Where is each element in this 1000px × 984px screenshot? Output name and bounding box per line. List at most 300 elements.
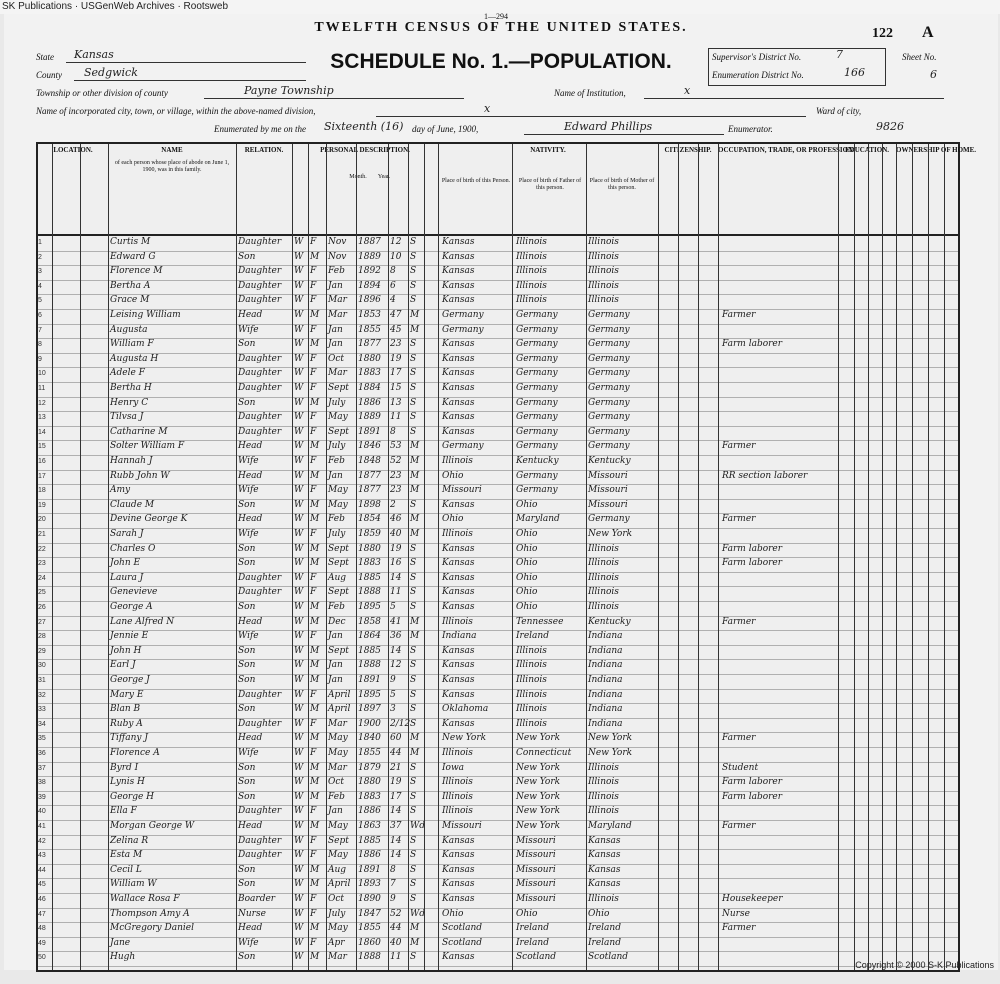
row-name: William F (110, 339, 154, 350)
row-s: F (310, 353, 317, 364)
row-bf: New York (516, 821, 561, 831)
row-bf: Germany (516, 353, 558, 364)
row-bm: Illinois (588, 791, 619, 802)
row-bp: Kansas (442, 383, 475, 393)
row-a: 44 (390, 923, 402, 934)
row-s: M (310, 864, 320, 875)
row-bf: Scotland (516, 952, 557, 963)
supervisor-label: Supervisor's District No. (712, 52, 802, 62)
row-n: 5 (38, 297, 42, 305)
row-y: 1853 (358, 310, 381, 320)
row-bf: Illinois (516, 237, 547, 247)
occupation-header: OCCUPATION, TRADE, OR PROFESSION (718, 146, 854, 154)
row-bf: Missouri (516, 850, 556, 861)
row-r: W (294, 908, 304, 919)
column-rule (108, 144, 109, 970)
row-name: Rubb John W (110, 470, 170, 481)
row-a: 44 (390, 748, 402, 758)
column-rule (52, 144, 53, 970)
row-bp: Illinois (442, 806, 473, 817)
row-a: 11 (390, 952, 402, 963)
row-m: Jan (328, 470, 343, 481)
row-occ: Farmer (722, 514, 756, 525)
row-rel: Wife (238, 748, 259, 758)
row-bf: Illinois (516, 660, 547, 671)
row-c: M (410, 937, 420, 948)
row-r: W (294, 324, 304, 335)
row-bm: Illinois (588, 558, 619, 569)
row-name: John H (110, 645, 142, 656)
row-name: Florence A (110, 748, 160, 758)
row-m: April (328, 689, 351, 700)
column-rule (698, 144, 699, 970)
column-rule (512, 144, 513, 970)
enumerator-label: Enumerator. (728, 124, 773, 134)
row-s: M (310, 514, 320, 525)
state-label: State (36, 52, 54, 62)
row-y: 1879 (358, 762, 381, 773)
row-a: 19 (390, 777, 402, 788)
row-n: 29 (38, 647, 46, 655)
schedule-title: SCHEDULE No. 1.—POPULATION. (330, 50, 672, 73)
row-s: F (310, 572, 317, 583)
enum-district-label: Enumeration District No. (712, 70, 804, 80)
row-m: May (328, 748, 348, 758)
row-c: M (410, 485, 420, 496)
row-occ (722, 702, 832, 717)
row-bp: Illinois (442, 529, 473, 539)
row-c: S (410, 237, 417, 247)
row-bf: Ohio (516, 499, 538, 510)
row-r: W (294, 295, 304, 306)
month-header: Month. (349, 174, 367, 180)
column-rule (308, 144, 309, 970)
row-y: 1880 (358, 353, 381, 364)
row-s: F (310, 426, 317, 437)
row-m: May (328, 485, 348, 496)
row-rel: Wife (238, 324, 259, 335)
row-bf: Illinois (516, 295, 547, 306)
row-bf: Germany (516, 368, 558, 379)
row-bp: Kansas (442, 397, 475, 408)
row-c: S (410, 353, 417, 364)
row-c: S (410, 280, 417, 291)
row-s: M (310, 441, 320, 452)
row-s: F (310, 718, 317, 729)
row-a: 14 (390, 645, 402, 656)
row-s: F (310, 237, 317, 247)
row-y: 1888 (358, 587, 381, 598)
row-bf: Germany (516, 426, 558, 437)
row-name: Byrd I (110, 762, 139, 773)
row-occ (722, 381, 832, 396)
row-y: 1900 (358, 718, 381, 729)
row-y: 1886 (358, 397, 381, 408)
row-bp: Kansas (442, 280, 475, 291)
row-m: Dec (328, 616, 346, 627)
row-rel: Daughter (238, 412, 282, 423)
row-n: 1 (38, 239, 42, 246)
row-rel: Head (238, 310, 263, 320)
supervisor-value: 7 (836, 48, 843, 61)
row-s: M (310, 397, 320, 408)
county-value: Sedgwick (84, 66, 138, 79)
row-bm: Illinois (588, 251, 619, 262)
row-a: 5 (390, 602, 396, 612)
row-rel: Daughter (238, 368, 282, 379)
column-rule (928, 144, 929, 970)
row-n: 19 (38, 501, 46, 509)
row-s: M (310, 470, 320, 481)
row-y: 1886 (358, 850, 381, 861)
row-c: S (410, 689, 417, 700)
row-bm: Illinois (588, 806, 619, 817)
row-s: M (310, 821, 320, 831)
row-rel: Daughter (238, 383, 282, 393)
row-a: 19 (390, 353, 402, 364)
row-c: M (410, 514, 420, 525)
row-name: Cecil L (110, 864, 142, 875)
row-name: Catharine M (110, 426, 168, 437)
row-y: 1877 (358, 485, 381, 496)
row-bp: Kansas (442, 251, 475, 262)
row-name: Mary E (110, 689, 144, 700)
row-bp: Oklahoma (442, 704, 489, 715)
row-a: 14 (390, 572, 402, 583)
row-r: W (294, 748, 304, 758)
row-y: 1848 (358, 456, 381, 466)
row-r: W (294, 368, 304, 379)
row-bf: Germany (516, 397, 558, 408)
row-m: Sept (328, 383, 349, 393)
row-bm: Germany (588, 383, 630, 393)
row-m: Feb (328, 602, 345, 612)
row-bp: Kansas (442, 894, 475, 904)
row-bm: New York (588, 733, 633, 744)
row-r: W (294, 777, 304, 788)
row-bf: Ohio (516, 543, 538, 554)
row-occ (722, 279, 832, 294)
row-s: M (310, 645, 320, 656)
row-y: 1890 (358, 894, 381, 904)
row-bm: Germany (588, 339, 630, 350)
row-y: 1891 (358, 675, 381, 685)
row-rel: Son (238, 645, 256, 656)
row-s: M (310, 602, 320, 612)
row-bm: Illinois (588, 762, 619, 773)
row-n: 33 (38, 706, 46, 714)
row-rel: Head (238, 923, 263, 934)
citizenship-header: CITIZENSHIP. (664, 146, 712, 154)
column-rule (408, 144, 409, 970)
row-rel: Daughter (238, 280, 282, 291)
row-y: 1888 (358, 660, 381, 671)
row-n: 48 (38, 925, 46, 933)
row-bf: New York (516, 762, 561, 773)
row-a: 11 (390, 587, 402, 598)
row-c: S (410, 835, 417, 846)
row-s: M (310, 339, 320, 350)
row-bm: Indiana (588, 718, 623, 729)
row-bm: Kentucky (588, 616, 631, 627)
row-c: M (410, 631, 420, 642)
column-rule (944, 144, 945, 970)
row-bf: Tennessee (516, 616, 564, 627)
row-occ (722, 644, 832, 659)
city-value: x (484, 102, 491, 115)
row-rel: Son (238, 704, 256, 715)
row-name: Hannah J (110, 456, 153, 466)
row-occ: Nurse (722, 908, 750, 919)
row-a: 12 (390, 237, 402, 247)
row-bf: Ohio (516, 529, 538, 539)
row-rel: Head (238, 441, 263, 452)
row-c: S (410, 383, 417, 393)
row-occ (722, 585, 832, 600)
row-bf: Illinois (516, 675, 547, 685)
row-a: 17 (390, 791, 402, 802)
row-c: S (410, 777, 417, 788)
row-a: 9 (390, 894, 396, 904)
column-rule (854, 144, 855, 970)
row-a: 9 (390, 675, 396, 685)
row-rel: Son (238, 791, 256, 802)
row-c: S (410, 791, 417, 802)
row-bf: Missouri (516, 879, 556, 890)
row-occ: Farm laborer (722, 791, 783, 802)
row-rel: Wife (238, 485, 259, 496)
row-s: M (310, 499, 320, 510)
row-rel: Head (238, 821, 263, 831)
row-r: W (294, 675, 304, 685)
row-a: 14 (390, 850, 402, 861)
row-name: George H (110, 791, 155, 802)
row-rel: Son (238, 602, 256, 612)
row-r: W (294, 850, 304, 861)
row-rel: Daughter (238, 295, 282, 306)
row-bf: Maryland (516, 514, 560, 525)
row-n: 39 (38, 793, 46, 801)
row-bm: Germany (588, 426, 630, 437)
row-occ: Farm laborer (722, 558, 783, 569)
row-r: W (294, 470, 304, 481)
row-name: Sarah J (110, 529, 144, 539)
row-bp: Kansas (442, 835, 475, 846)
row-bf: Germany (516, 339, 558, 350)
enumerated-rest: day of June, 1900, (412, 124, 479, 134)
row-n: 46 (38, 896, 46, 903)
row-n: 32 (38, 691, 46, 699)
row-r: W (294, 952, 304, 963)
row-y: 1877 (358, 470, 381, 481)
row-a: 16 (390, 558, 402, 569)
row-bp: Kansas (442, 499, 475, 510)
row-name: Zelina R (110, 835, 149, 846)
row-occ (722, 688, 832, 703)
row-bp: New York (442, 733, 487, 744)
row-m: Feb (328, 791, 345, 802)
row-bm: Germany (588, 441, 630, 452)
row-y: 1895 (358, 602, 381, 612)
row-m: July (328, 529, 346, 539)
education-header: EDUCATION. (844, 146, 889, 154)
row-name: Lane Alfred N (110, 616, 175, 627)
township-label: Township or other division of county (36, 88, 168, 98)
row-y: 1855 (358, 324, 381, 335)
row-bp: Kansas (442, 237, 475, 247)
census-title: TWELFTH CENSUS OF THE UNITED STATES. (314, 20, 688, 35)
row-c: S (410, 543, 417, 554)
row-occ (722, 877, 832, 892)
row-n: 12 (38, 399, 46, 407)
row-s: M (310, 558, 320, 569)
row-c: S (410, 499, 417, 510)
row-bf: Illinois (516, 704, 547, 715)
row-bp: Kansas (442, 675, 475, 685)
row-bm: Kansas (588, 864, 621, 875)
row-a: 14 (390, 835, 402, 846)
row-c: S (410, 675, 417, 685)
row-r: W (294, 762, 304, 773)
row-a: 8 (390, 266, 396, 277)
row-bf: Ireland (516, 923, 549, 934)
row-a: 40 (390, 529, 402, 539)
row-y: 1885 (358, 645, 381, 656)
row-occ (722, 352, 832, 367)
row-bf: Germany (516, 383, 558, 393)
row-n: 4 (38, 282, 42, 290)
row-bm: Germany (588, 397, 630, 408)
row-bm: Missouri (588, 499, 628, 510)
row-c: S (410, 558, 417, 569)
row-occ (722, 834, 832, 849)
row-s: M (310, 251, 320, 262)
row-n: 26 (38, 604, 46, 611)
row-bp: Germany (442, 310, 484, 320)
row-bp: Germany (442, 324, 484, 335)
row-name: John E (110, 558, 141, 569)
row-m: May (328, 923, 348, 934)
row-bm: Illinois (588, 266, 619, 277)
row-occ (722, 950, 832, 965)
row-bf: Illinois (516, 718, 547, 729)
ownership-header: OWNERSHIP OF HOME. (896, 146, 977, 154)
row-n: 27 (38, 618, 46, 626)
row-rel: Boarder (238, 894, 276, 904)
row-s: M (310, 923, 320, 934)
row-rel: Daughter (238, 587, 282, 598)
column-rule (326, 144, 327, 970)
row-name: Bertha H (110, 383, 152, 393)
row-y: 1885 (358, 572, 381, 583)
row-a: 60 (390, 733, 402, 744)
row-bf: Ohio (516, 558, 538, 569)
row-a: 21 (390, 762, 402, 773)
row-s: F (310, 324, 317, 335)
row-a: 8 (390, 426, 396, 437)
row-r: W (294, 266, 304, 277)
row-s: F (310, 894, 317, 904)
row-bm: Illinois (588, 572, 619, 583)
enum-district-value: 166 (844, 66, 865, 79)
row-a: 6 (390, 280, 396, 291)
row-bm: Maryland (588, 821, 632, 831)
copyright-notice: Copyright © 2000 S-K Publications (855, 960, 994, 970)
row-a: 53 (390, 441, 402, 452)
row-y: 1854 (358, 514, 381, 525)
city-label: Name of incorporated city, town, or village, within the above-named division, (36, 106, 316, 116)
row-rel: Wife (238, 456, 259, 466)
row-s: F (310, 631, 317, 642)
row-s: M (310, 733, 320, 744)
row-occ (722, 454, 832, 469)
row-a: 11 (390, 412, 402, 423)
row-y: 1883 (358, 368, 381, 379)
row-r: W (294, 631, 304, 642)
row-r: W (294, 923, 304, 934)
row-r: W (294, 339, 304, 350)
row-n: 38 (38, 779, 46, 787)
row-bp: Missouri (442, 485, 482, 496)
enumerator-name: Edward Phillips (564, 120, 653, 133)
row-r: W (294, 514, 304, 525)
row-y: 1877 (358, 339, 381, 350)
row-s: F (310, 908, 317, 919)
row-name: Tilvsa J (110, 412, 144, 423)
row-bp: Illinois (442, 748, 473, 758)
row-bf: Ireland (516, 937, 549, 948)
row-bp: Kansas (442, 587, 475, 598)
row-m: April (328, 704, 351, 715)
row-y: 1855 (358, 748, 381, 758)
row-name: Jennie E (110, 631, 149, 642)
row-r: W (294, 558, 304, 569)
row-name: Blan B (110, 704, 141, 715)
row-c: S (410, 894, 417, 904)
column-rule (912, 144, 913, 970)
row-bp: Kansas (442, 572, 475, 583)
row-m: May (328, 821, 348, 831)
row-y: 1840 (358, 733, 381, 744)
row-n: 11 (38, 385, 46, 392)
row-rel: Head (238, 470, 263, 481)
row-c: M (410, 923, 420, 934)
row-bm: Illinois (588, 543, 619, 554)
row-name: Augusta H (110, 353, 159, 364)
row-s: M (310, 777, 320, 788)
row-bf: Germany (516, 485, 558, 496)
row-y: 1880 (358, 543, 381, 554)
row-bp: Indiana (442, 631, 477, 642)
population-table (36, 142, 977, 972)
row-occ (722, 396, 832, 411)
row-occ (722, 673, 832, 688)
row-n: 3 (38, 268, 42, 276)
row-m: July (328, 908, 346, 919)
row-y: 1855 (358, 923, 381, 934)
row-bm: Illinois (588, 295, 619, 306)
row-a: 41 (390, 616, 402, 627)
row-occ: Farm laborer (722, 777, 783, 788)
row-bm: Missouri (588, 470, 628, 481)
row-n: 40 (38, 808, 46, 816)
row-c: M (410, 324, 420, 335)
institution-value: x (684, 84, 691, 97)
row-c: S (410, 339, 417, 350)
birth-mother-header: Place of birth of Mother of this person. (589, 178, 655, 191)
row-m: May (328, 733, 348, 744)
row-a: 47 (390, 310, 402, 320)
